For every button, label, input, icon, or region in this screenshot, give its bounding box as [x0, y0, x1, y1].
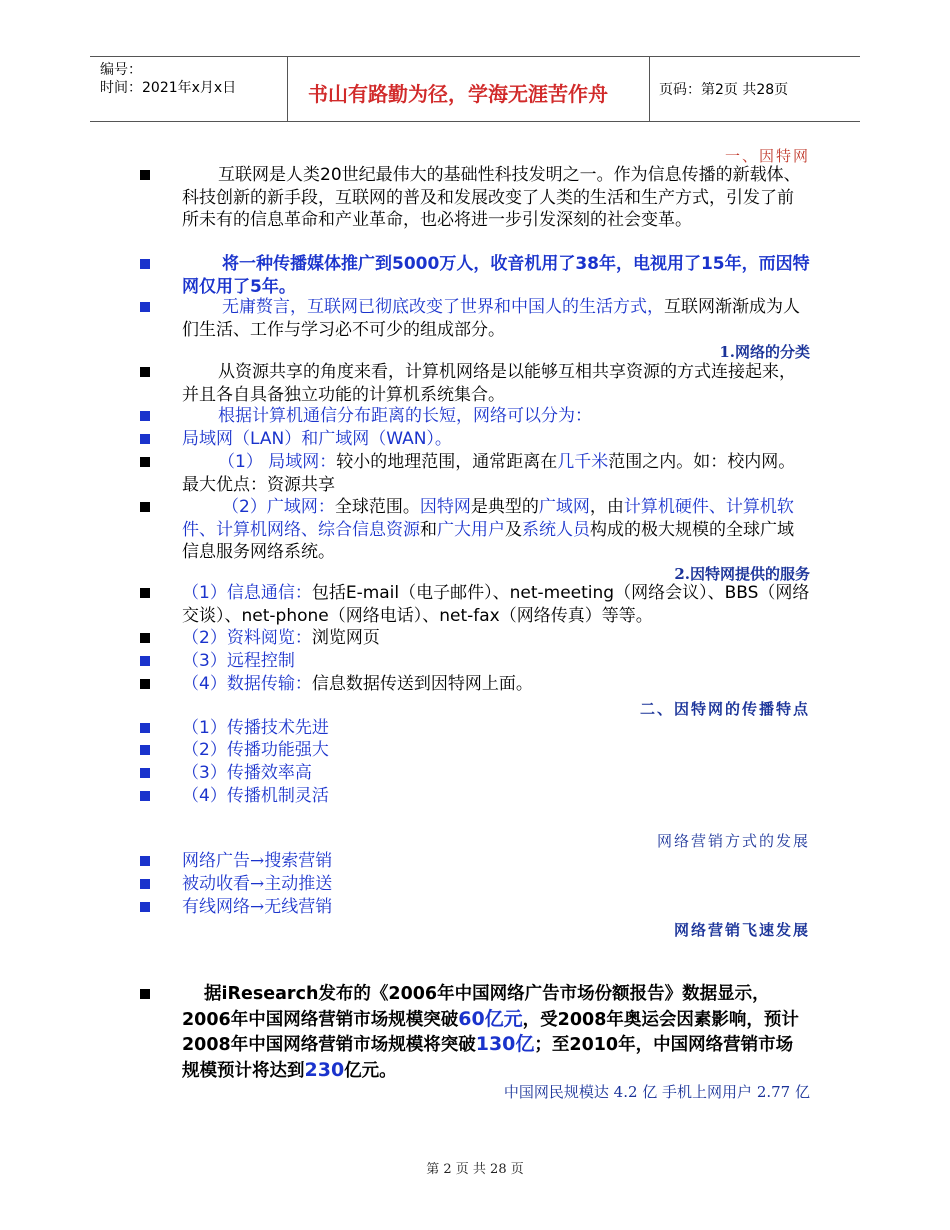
paragraph-lan-wan: 局域网（LAN）和广域网（WAN）。 [182, 429, 452, 449]
paragraph-wan [182, 496, 810, 564]
text-highlight: 计算机硬件、计算机软件、计算机网络、综合信息资源 [182, 497, 794, 540]
bullet [140, 768, 150, 778]
text-highlight: 几千米 [557, 452, 609, 472]
text-plain: 较小的地理范围，通常距离在 [336, 452, 558, 472]
text-highlight: 系统人员 [522, 519, 590, 540]
header-bottom-rule [90, 121, 860, 122]
paragraph-internet-intro: 互联网是人类20世纪最伟大的基础性科技发明之一。作为信息传播的新载体、科技创新的新手段，互联网的普及和发展改变了人类的生活和生产方式，引发了前所未有的信息革命和产业革命，也必将进一步引发深刻的社会变革。 [182, 165, 801, 230]
bullet [140, 879, 150, 889]
section-heading-classification: 1.网络的分类 [719, 343, 810, 361]
text-highlight: 广大用户 [437, 519, 505, 540]
bullet [140, 902, 150, 912]
paragraph-service-data [182, 673, 810, 696]
paragraph-resource-sharing: 从资源共享的角度来看，计算机网络是以能够互相共享资源的方式连接起来，并且各自具备独立功能的计算机系统集合。 [182, 362, 796, 405]
paragraph-adoption-speed: 将一种传播媒体推广到5000万人，收音机用了38年，电视用了15年，而因特网仅用了5年。 [182, 254, 810, 297]
text-plain: 范围之内。如：校内网。最大优点：资源共享 [182, 452, 796, 495]
text-plain: 信息数据传送到因特网上面。 [311, 674, 533, 694]
text-plain: 全球范围。 [334, 497, 420, 517]
header-divider-right [649, 57, 650, 121]
list-item: （4）传播机制灵活 [182, 786, 329, 806]
text-plain: 和 [420, 519, 437, 540]
text-highlight: （2）广域网： [222, 497, 335, 517]
bullet [140, 457, 150, 467]
list-item: 被动收看→主动推送 [182, 874, 333, 894]
paragraph-classification-intro: 根据计算机通信分布距离的长短，网络可以分为： [218, 406, 592, 426]
text-plain: 据iResearch发布的《2006年中国网络广告市场份额报告》数据显示，2006年中国网络营销市场规模突破 [182, 984, 770, 1030]
bullet [140, 745, 150, 755]
bullet [140, 656, 150, 666]
page-footer: 第 2 页 共 28 页 [426, 1162, 524, 1177]
bullet [140, 791, 150, 801]
text-highlight: （1）信息通信： [182, 583, 312, 603]
text-highlight: 无庸赘言，互联网已彻底改变了世界和中国人的生活方式， [222, 297, 664, 317]
header-number: 编号： [100, 62, 142, 78]
section-heading-marketing-growth: 网络营销飞速发展 [673, 921, 810, 939]
text-plain: 及 [505, 519, 522, 540]
section-heading-services: 2.因特网提供的服务 [674, 565, 810, 583]
paragraph-iresearch [182, 982, 810, 1083]
bullet [140, 367, 150, 377]
bullet [140, 302, 150, 312]
header-motto: 书山有路勤为径，学海无涯苦作舟 [308, 82, 608, 106]
caption-netizen-scale: 中国网民规模达 4.2 亿 手机上网用户 2.77 亿 [503, 1083, 810, 1101]
text-highlight: （1） 局域网： [218, 452, 337, 472]
text-highlight: 130亿 [475, 1033, 535, 1055]
text-highlight: 因特网 [419, 497, 471, 517]
list-item: （1）传播技术先进 [182, 718, 329, 738]
section-heading-characteristics: 二、因特网的传播特点 [639, 700, 810, 718]
bullet [140, 633, 150, 643]
list-item: （2）传播功能强大 [182, 740, 329, 760]
paragraph-service-browsing [182, 627, 810, 650]
text-highlight: （4）数据传输： [182, 674, 312, 694]
text-plain: ；至2010年，中国网络营销市场规模预计将达到 [182, 1035, 794, 1081]
text-highlight: 60亿元 [458, 1007, 523, 1030]
header-divider-left [287, 57, 288, 121]
bullet [140, 502, 150, 512]
section-heading-marketing-methods: 网络营销方式的发展 [656, 832, 810, 850]
text-highlight: （2）资料阅览： [182, 628, 312, 648]
text-highlight: 广域网 [538, 497, 590, 517]
paragraph-lan [182, 451, 810, 496]
text-plain: 包括E-mail（电子邮件）、net-meeting（网络会议）、BBS（网络交谈）、net-phone（网络电话）、net-fax（网络传真）等等。 [182, 583, 810, 626]
text-plain: 互联网渐渐成为人们生活、工作与学习必不可少的组成部分。 [182, 297, 800, 340]
section-heading-internet: 一、因特网 [724, 147, 810, 165]
text-plain: ，由 [589, 497, 624, 517]
text-plain: 是典型的 [470, 497, 539, 517]
bullet [140, 411, 150, 421]
text-highlight: 230 [304, 1058, 345, 1081]
list-item: （3）传播效率高 [182, 763, 312, 783]
bullet [140, 588, 150, 598]
bullet [140, 434, 150, 444]
paragraph-service-remote: （3）远程控制 [182, 651, 295, 671]
text-plain: 亿元。 [344, 1060, 397, 1081]
bullet [140, 170, 150, 180]
header-page: 页码：第2页 共28页 [659, 82, 789, 98]
bullet [140, 989, 150, 999]
bullet [140, 723, 150, 733]
paragraph-service-communication [182, 582, 810, 627]
text-plain: 浏览网页 [311, 628, 380, 648]
header-time: 时间：2021年x月x日 [100, 80, 237, 96]
header-top-rule [90, 56, 860, 57]
paragraph-internet-change [182, 296, 810, 341]
list-item: 有线网络→无线营销 [182, 897, 333, 917]
bullet [140, 259, 150, 269]
list-item: 网络广告→搜索营销 [182, 851, 333, 871]
bullet [140, 856, 150, 866]
bullet [140, 679, 150, 689]
text-plain: 构成的极大规模的全球广域信息服务网络系统。 [182, 519, 794, 562]
text-plain: ，受2008年奥运会因素影响，预计2008年中国网络营销市场规模将突破 [182, 1009, 799, 1055]
